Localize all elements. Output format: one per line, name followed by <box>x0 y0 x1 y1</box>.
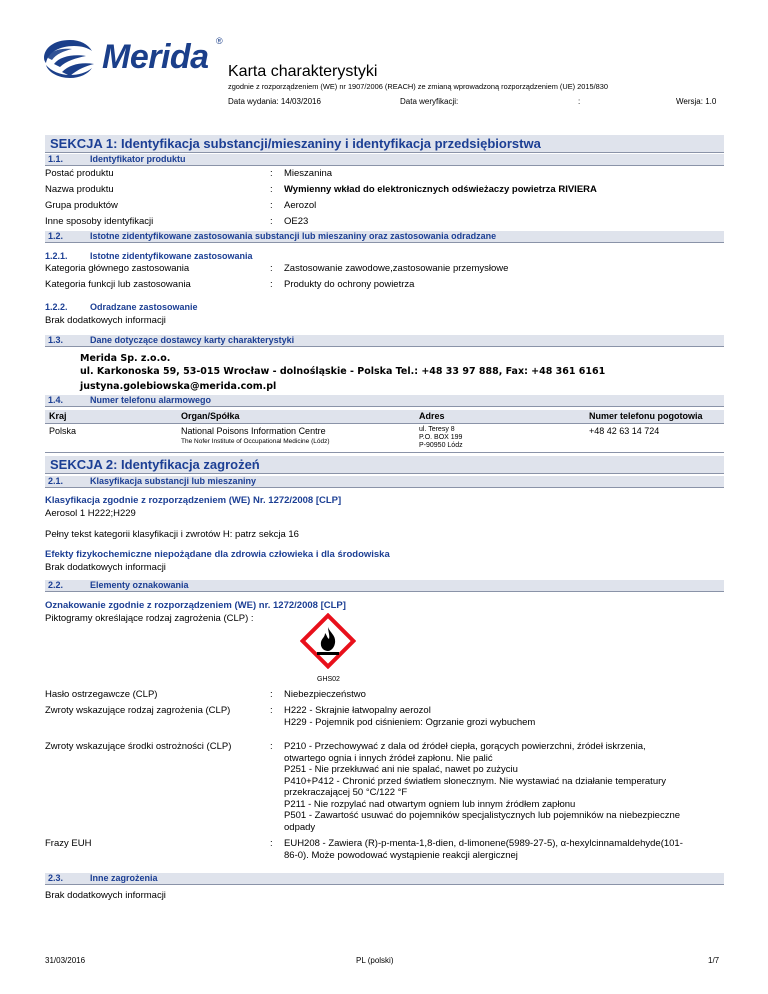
subsection-number: 1.3. <box>48 335 64 345</box>
clp-classification-heading: Klasyfikacja zgodnie z rozporządzeniem (WE) Nr. 1272/2008 [CLP] <box>45 495 342 506</box>
euh-line: 86-0). Może powodować wystąpienie reakcji alergicznej <box>284 849 518 861</box>
labelling-heading: Oznakowanie zgodnie z rozporządzeniem (WE) nr. 1272/2008 [CLP] <box>45 600 346 611</box>
footer-language: PL (polski) <box>356 956 394 965</box>
pictogram-code: GHS02 <box>317 676 340 683</box>
subsection-number: 1.1. <box>48 154 64 164</box>
subsection-number: 1.2. <box>48 231 64 241</box>
subsection-number: 1.2.2. <box>45 302 68 312</box>
row-value: OE23 <box>284 216 309 227</box>
row-value: Aerozol <box>284 200 317 211</box>
table-header-row <box>45 410 724 423</box>
organization-sub: The Nofer Institute of Occupational Medicine (Lódz) <box>181 437 330 445</box>
page-number: 1/7 <box>708 956 720 965</box>
table-row <box>45 423 724 452</box>
organization-cell <box>177 423 415 452</box>
other-hazards-text: Brak dodatkowych informacji <box>45 890 166 901</box>
subsection-number: 1.4. <box>48 395 64 405</box>
subsection-1-2 <box>45 231 724 243</box>
hazard-statements-label: Zwroty wskazujące rodzaj zagrożenia (CLP) <box>45 705 231 716</box>
emergency-phone-table <box>45 410 724 453</box>
subsection-title: Elementy oznakowania <box>90 580 189 590</box>
colon: : <box>270 216 273 227</box>
precaution-line: P410+P412 - Chronić przed światłem słonecznym. Nie wystawiać na działanie temperatury <box>284 775 667 787</box>
signal-word-value: Niebezpieczeństwo <box>284 689 366 700</box>
column-header: Kraj <box>45 410 177 423</box>
subsection-2-2 <box>45 580 724 592</box>
colon: : <box>270 168 273 179</box>
phone-cell: +48 42 63 14 724 <box>585 423 724 452</box>
section-2-title: SEKCJA 2: Identyfikacja zagrożeń <box>50 457 260 472</box>
colon: : <box>270 200 273 211</box>
row-label: Inne sposoby identyfikacji <box>45 216 154 227</box>
footer-date: 31/03/2016 <box>45 956 86 965</box>
precaution-line: P501 - Zawartość usuwać do pojemników specjalistycznych lub pojemników na niebezpieczne <box>284 810 681 821</box>
subsection-number: 2.1. <box>48 476 64 486</box>
merida-logo-icon <box>40 34 100 84</box>
row-label: Kategoria funkcji lub zastosowania <box>45 279 191 290</box>
colon: : <box>270 184 273 195</box>
precaution-line: P211 - Nie rozpylać nad otwartym ogniem lub innym źródłem zapłonu <box>284 798 576 810</box>
document-subtitle: zgodnie z rozporządzeniem (WE) nr 1907/2006 (REACH) ze zmianą wprowadzoną rozporządzeniem (UE) 2015/830 <box>228 82 608 91</box>
subsection-title: Odradzane zastosowanie <box>90 302 198 312</box>
subsection-1-3 <box>45 335 724 347</box>
full-text-note: Pełny tekst kategorii klasyfikacji i zwrotów H: patrz sekcja 16 <box>45 529 299 540</box>
issue-date: Data wydania: 14/03/2016 <box>228 97 321 106</box>
row-value: Zastosowanie zawodowe,zastosowanie przemysłowe <box>284 263 509 274</box>
subsection-number: 1.2.1. <box>45 251 68 261</box>
colon: : <box>270 838 273 849</box>
subsection-title: Klasyfikacja substancji lub mieszaniny <box>90 476 257 486</box>
section-1-title: SEKCJA 1: Identyfikacja substancji/mieszaniny i identyfikacja przedsiębiorstwa <box>50 136 541 151</box>
subsection-1-1 <box>45 154 724 166</box>
address-line: P.O. BOX 199 <box>419 433 463 441</box>
supplier-address: ul. Karkonoska 59, 53-015 Wrocław - dolnośląskie - Polska Tel.: +48 33 97 888, Fax: +48 361 6161 <box>80 366 606 377</box>
pictograms-label: Piktogramy określające rodzaj zagrożenia (CLP) : <box>45 613 254 624</box>
column-header: Organ/Spółka <box>177 410 415 423</box>
column-header: Adres <box>415 410 585 423</box>
flame-pictogram-icon <box>300 613 356 669</box>
document-title: Karta charakterystyki <box>228 63 378 80</box>
precaution-line: otwartego ognia i innych źródeł zapłonu. Nie palić <box>284 752 493 764</box>
subsection-number: 2.2. <box>48 580 64 590</box>
precautionary-label: Zwroty wskazujące środki ostrożności (CLP) <box>45 741 232 752</box>
address-line: P-90950 Lódz <box>419 441 463 449</box>
precaution-line: P210 - Przechowywać z dala od źródeł ciepła, gorących powierzchni, źródeł iskrzenia, <box>284 741 646 752</box>
subsection-1-4 <box>45 395 724 407</box>
no-info-text: Brak dodatkowych informacji <box>45 315 166 326</box>
brand-name: Merida <box>102 38 209 76</box>
subsection-title: Inne zagrożenia <box>90 873 158 883</box>
row-label: Grupa produktów <box>45 200 118 211</box>
column-header: Numer telefonu pogotowia <box>585 410 724 423</box>
hazard-line: H229 - Pojemnik pod ciśnieniem: Ogrzanie grozi wybuchem <box>284 716 536 728</box>
colon: : <box>270 279 273 290</box>
subsection-title: Numer telefonu alarmowego <box>90 395 212 405</box>
colon: : <box>270 741 273 752</box>
precautionary-statements <box>284 741 724 833</box>
address-line: ul. Teresy 8 <box>419 425 455 433</box>
subsection-title: Istotne zidentyfikowane zastosowania <box>90 251 253 261</box>
registered-mark: ® <box>216 36 223 46</box>
euh-line: EUH208 - Zawiera (R)-p-menta-1,8-dien, d-limonene(5989-27-5), α-hexylcinnamaldehyde(101- <box>284 838 683 849</box>
colon: : <box>270 705 273 716</box>
section-1-header <box>45 135 724 153</box>
colon: : <box>270 263 273 274</box>
address-cell <box>415 423 585 452</box>
subsection-2-1 <box>45 476 724 488</box>
country-cell: Polska <box>45 423 177 452</box>
version: Wersja: 1.0 <box>676 97 717 106</box>
effects-heading: Efekty fizykochemiczne niepożądane dla zdrowia człowieka i dla środowiska <box>45 549 390 560</box>
row-value: Mieszanina <box>284 168 333 179</box>
clp-classification: Aerosol 1 H222;H229 <box>45 508 136 519</box>
euh-phrases <box>284 838 724 861</box>
signal-word-label: Hasło ostrzegawcze (CLP) <box>45 689 158 700</box>
revision-colon: : <box>578 97 581 106</box>
row-label: Kategoria głównego zastosowania <box>45 263 190 274</box>
subsection-title: Dane dotyczące dostawcy karty charakterystyki <box>90 335 295 345</box>
supplier-name: Merida Sp. z.o.o. <box>80 353 171 364</box>
precaution-line: P251 - Nie przekłuwać ani nie spalać, nawet po zużyciu <box>284 764 518 775</box>
subsection-number: 2.3. <box>48 873 64 883</box>
subsection-title: Identyfikator produktu <box>90 154 186 164</box>
merida-logo <box>40 34 230 84</box>
precaution-line: przekraczającej 50 °C/122 °F <box>284 787 408 798</box>
section-2-header <box>45 456 724 474</box>
product-name: Wymienny wkład do elektronicznych odświeżaczy powietrza RIVIERA <box>284 184 597 195</box>
hazard-line: H222 - Skrajnie łatwopalny aerozol <box>284 705 431 716</box>
revision-date: Data weryfikacji: <box>400 97 459 106</box>
row-label: Nazwa produktu <box>45 184 114 195</box>
row-label: Postać produktu <box>45 168 114 179</box>
precaution-line: odpady <box>284 821 316 833</box>
hazard-statements <box>284 705 724 728</box>
organization-name: National Poisons Information Centre <box>181 425 326 436</box>
colon: : <box>270 689 273 700</box>
subsection-title: Istotne zidentyfikowane zastosowania substancji lub mieszaniny oraz zastosowania odradzane <box>90 231 497 241</box>
effects-text: Brak dodatkowych informacji <box>45 562 166 573</box>
subsection-2-3 <box>45 873 724 885</box>
row-value: Produkty do ochrony powietrza <box>284 279 415 290</box>
supplier-email[interactable]: justyna.golebiowska@merida.com.pl <box>80 381 277 392</box>
euh-phrases-label: Frazy EUH <box>45 838 92 849</box>
